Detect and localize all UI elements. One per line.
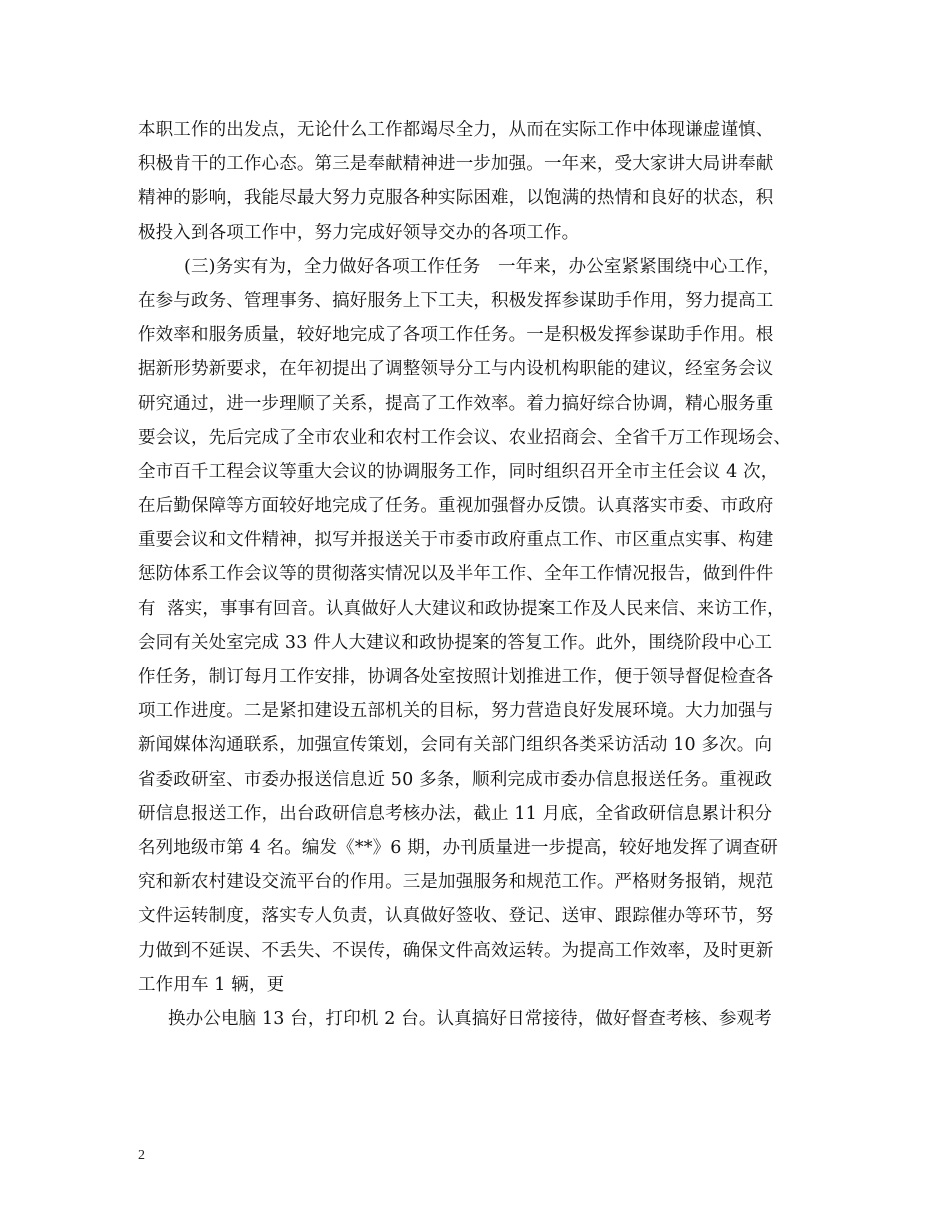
text-line: 精神的影响，我能尽最大努力克服各种实际困难，以饱满的热情和良好的状态，积 (138, 188, 774, 209)
body-text (138, 113, 828, 1036)
text-line: 省委政研室、市委办报送信息近 50 多条，顺利完成市委办信息报送任务。重视政 (138, 769, 773, 790)
text-line: 会同有关处室完成 33 件人大建议和政协提案的答复工作。此外，围绕阶段中心工 (138, 632, 773, 653)
text-line: 项工作进度。二是紧扣建设五部机关的目标，努力营造良好发展环境。大力加强与 (138, 701, 774, 722)
text-line: 在后勤保障等方面较好地完成了任务。重视加强督办反馈。认真落实市委、市政府 (138, 496, 774, 517)
text-line: 新闻媒体沟通联系，加强宣传策划，会同有关部门组织各类采访活动 10 多次。向 (138, 735, 773, 756)
text-line: 全市百千工程会议等重大会议的协调服务工作，同时组织召开全市主任会议 4 次， (138, 461, 779, 482)
text-line: 有 落实，事事有回音。认真做好人大建议和政协提案工作及人民来信、来访工作， (138, 598, 785, 619)
text-line: 换办公电脑 13 台，打印机 2 台。认真搞好日常接待，做好督查考核、参观考 (168, 1008, 772, 1029)
page-number: 2 (138, 1148, 145, 1163)
text-line: 要会议，先后完成了全市农业和农村工作会议、农业招商会、全省千万工作现场会、 (138, 427, 792, 448)
text-line: 积极肯干的工作心态。第三是奉献精神进一步加强。一年来，受大家讲大局讲奉献 (138, 154, 774, 175)
text-line: 本职工作的出发点，无论什么工作都竭尽全力，从而在实际工作中体现谦虚谨慎、 (138, 120, 774, 140)
text-line: 在参与政务、管理事务、搞好服务上下工夫，积极发挥参谋助手作用，努力提高工 (138, 290, 774, 311)
text-line: 作效率和服务质量，较好地完成了各项工作任务。一是积极发挥参谋助手作用。根 (138, 325, 774, 346)
text-line: 作任务，制订每月工作安排，协调各处室按照计划推进工作，便于领导督促检查各 (138, 667, 774, 687)
text-line: 惩防体系工作会议等的贯彻落实情况以及半年工作、全年工作情况报告，做到件件 (138, 564, 774, 585)
text-line: 工作用车 1 辆，更 (138, 974, 285, 995)
text-line: 名列地级市第 4 名。编发《**》6 期，办刊质量进一步提高，较好地发挥了调查研 (138, 837, 778, 858)
text-line: 研究通过，进一步理顺了关系，提高了工作效率。着力搞好综合协调，精心服务重 (138, 393, 774, 414)
text-line: 文件运转制度，落实专人负责，认真做好签收、登记、送审、跟踪催办等环节，努 (138, 906, 774, 927)
text-line: 究和新农村建设交流平台的作用。三是加强服务和规范工作。严格财务报销，规范 (138, 872, 774, 893)
text-line: 重要会议和文件精神，拟写并报送关于市委市政府重点工作、市区重点实事、构建 (138, 530, 774, 551)
text-line: 研信息报送工作，出台政研信息考核办法，截止 11 月底，全省政研信息累计积分 (138, 803, 773, 824)
text-line: 力做到不延误、不丢失、不误传，确保文件高效运转。为提高工作效率，及时更新 (138, 940, 774, 961)
section-heading-line: (三)务实有为，全力做好各项工作任务 一年来，办公室紧紧围绕中心工作， (184, 256, 781, 277)
text-line: 据新形势新要求，在年初提出了调整领导分工与内设机构职能的建议，经室务会议 (138, 359, 774, 380)
text-line: 极投入到各项工作中，努力完成好领导交办的各项工作。 (138, 222, 580, 243)
